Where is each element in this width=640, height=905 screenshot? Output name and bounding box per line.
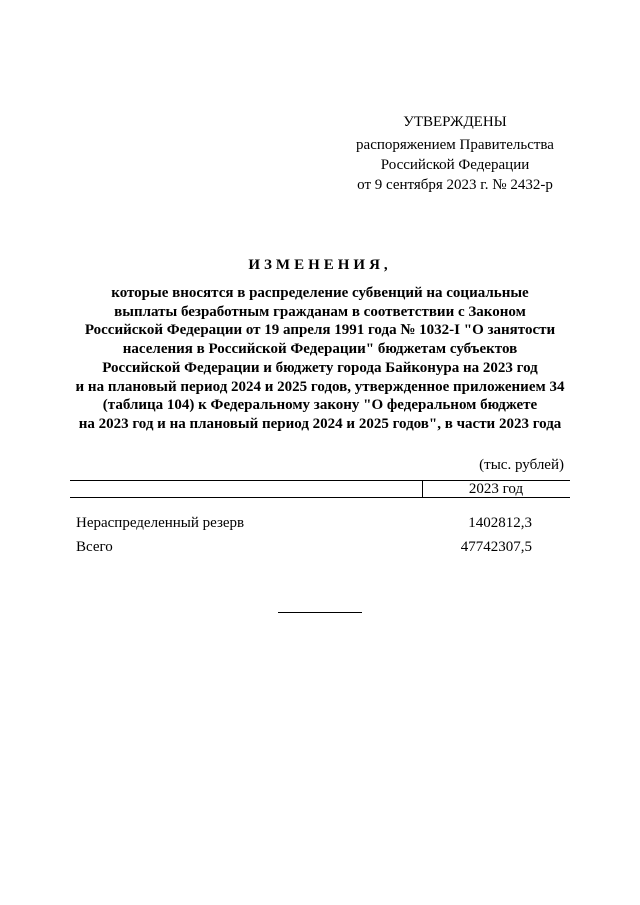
approval-line-1: распоряжением Правительства xyxy=(356,137,554,153)
document-title: ИЗМЕНЕНИЯ, xyxy=(248,257,392,273)
row-label: Нераспределенный резерв xyxy=(76,515,245,531)
document-subtitle xyxy=(40,284,600,434)
subtitle-line: выплаты безработным гражданам в соответствии с Законом xyxy=(114,303,526,320)
row-value: 1402812,3 xyxy=(468,515,532,531)
subtitle-line: Российской Федерации от 19 апреля 1991 года № 1032-I "О занятости xyxy=(84,322,556,339)
subtitle-line: Российской Федерации и бюджету города Байконура на 2023 год xyxy=(102,359,538,376)
approval-heading: УТВЕРЖДЕНЫ xyxy=(403,114,507,130)
approval-line-2: Российской Федерации xyxy=(380,157,530,173)
table-row xyxy=(76,515,556,535)
end-separator-line xyxy=(278,612,362,613)
subtitle-line: на 2023 год и на плановый период 2024 и 2025 годов", в части 2023 года xyxy=(78,415,562,432)
table-row xyxy=(76,539,556,559)
subtitle-line: населения в Российской Федерации" бюджетам субъектов xyxy=(122,341,518,358)
approval-block xyxy=(330,112,580,195)
table-header-bottom-border xyxy=(70,497,570,498)
subtitle-line: (таблица 104) к Федеральному закону "О федеральном бюджете xyxy=(102,397,538,414)
subtitle-line: и на плановый период 2024 и 2025 годов, утвержденное приложением 34 xyxy=(75,378,565,395)
table-column-header: 2023 год xyxy=(468,481,524,497)
units-label: (тыс. рублей) xyxy=(479,457,564,473)
row-value: 47742307,5 xyxy=(460,539,532,555)
row-label: Всего xyxy=(76,539,113,555)
subtitle-line: которые вносятся в распределение субвенций на социальные xyxy=(111,285,529,301)
approval-line-3: от 9 сентября 2023 г. № 2432-р xyxy=(357,177,553,193)
